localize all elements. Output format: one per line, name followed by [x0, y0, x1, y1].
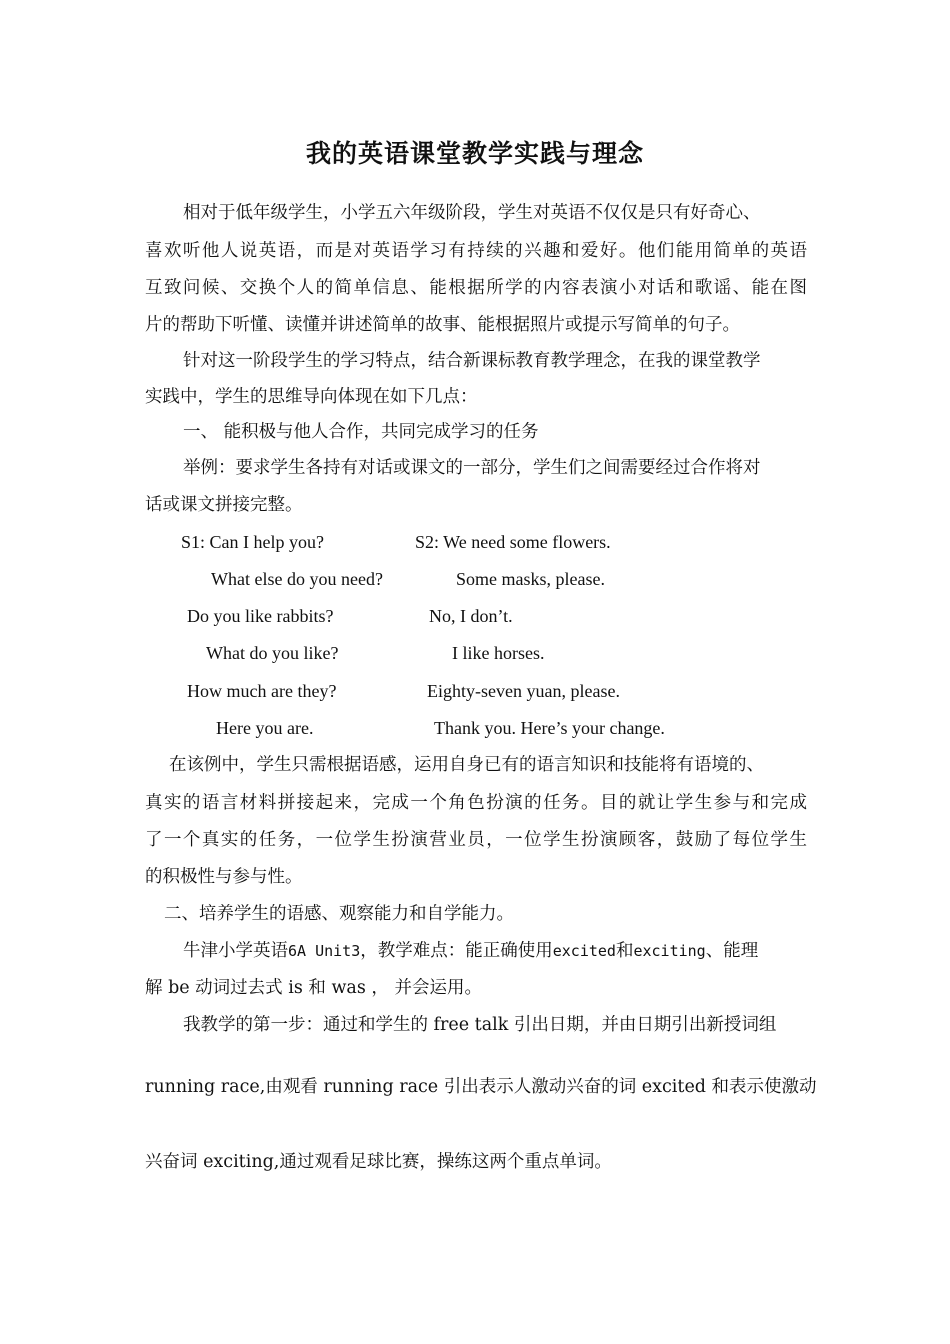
point2-word-excited: excited [552, 942, 616, 960]
point2-unit: 6A Unit3 [288, 942, 361, 960]
analysis-line-3: 了一个真实的任务，一位学生扮演营业员，一位学生扮演顾客，鼓励了每位学生 [145, 830, 807, 850]
dialogue-s2-line: Eighty-seven yuan, please. [427, 681, 620, 701]
intro-line-4: 片的帮助下听懂、读懂并讲述简单的故事、能根据照片或提示写简单的句子。 [145, 315, 740, 335]
dialogue-s1-line: Here you are. [216, 718, 314, 738]
para2-line-1: 针对这一阶段学生的学习特点，结合新课标教育教学理念，在我的课堂教学 [183, 351, 761, 371]
intro-line-3: 互致问候、交换个人的简单信息、能根据所学的内容表演小对话和歌谣、能在图 [145, 278, 807, 298]
dialogue-s1-line: What else do you need? [211, 569, 383, 589]
dialogue-s1-line: How much are they? [187, 681, 337, 701]
analysis-line-4: 的积极性与参与性。 [145, 867, 303, 887]
point2-word-exciting: exciting [633, 942, 706, 960]
intro-line-2: 喜欢听他人说英语，而是对英语学习有持续的兴趣和爱好。他们能用简单的英语 [145, 241, 807, 261]
point1-heading: 一、 能积极与他人合作，共同完成学习的任务 [183, 422, 539, 442]
point1-example-line-2: 话或课文拼接完整。 [145, 495, 303, 515]
point2-line-2: 解 be 动词过去式 is 和 was ， 并会运用。 [145, 978, 482, 998]
intro-line-1: 相对于低年级学生，小学五六年级阶段，学生对英语不仅仅是只有好奇心、 [183, 203, 761, 223]
dialogue-s2-line: Some masks, please. [456, 569, 605, 589]
dialogue-s1-line: S1: Can I help you? [181, 532, 324, 552]
point1-example-line-1: 举例：要求学生各持有对话或课文的一部分，学生们之间需要经过合作将对 [183, 458, 761, 478]
dialogue-s2-line: No, I don’t. [429, 606, 513, 626]
point2-text: ，教学难点：能正确使用 [360, 941, 553, 961]
dialogue-s1-line: What do you like? [206, 643, 339, 663]
point2-line-1 [183, 939, 758, 963]
step-line-1: 我教学的第一步：通过和学生的 free talk 引出日期，并由日期引出新授词组 [183, 1015, 777, 1035]
point2-heading: 二、培养学生的语感、观察能力和自学能力。 [164, 904, 514, 924]
dialogue-s2-line: S2: We need some flowers. [415, 532, 611, 552]
step-line-2: running race,由观看 running race 引出表示人激动兴奋的词 excited 和表示使激动 [145, 1077, 817, 1097]
page-title: 我的英语课堂教学实践与理念 [305, 139, 644, 168]
point2-text: 、能理 [705, 941, 759, 961]
dialogue-s2-line: Thank you. Here’s your change. [434, 718, 665, 738]
step-line-3: 兴奋词 exciting,通过观看足球比赛，操练这两个重点单词。 [145, 1152, 612, 1172]
point2-text: 和 [615, 941, 634, 961]
analysis-line-1: 在该例中，学生只需根据语感，运用自身已有的语言知识和技能将有语境的、 [169, 755, 764, 775]
para2-line-2: 实践中，学生的思维导向体现在如下几点： [145, 387, 478, 407]
point2-text: 牛津小学英语 [183, 941, 288, 961]
dialogue-s1-line: Do you like rabbits? [187, 606, 334, 626]
dialogue-s2-line: I like horses. [452, 643, 545, 663]
analysis-line-2: 真实的语言材料拼接起来，完成一个角色扮演的任务。目的就让学生参与和完成 [145, 793, 807, 813]
